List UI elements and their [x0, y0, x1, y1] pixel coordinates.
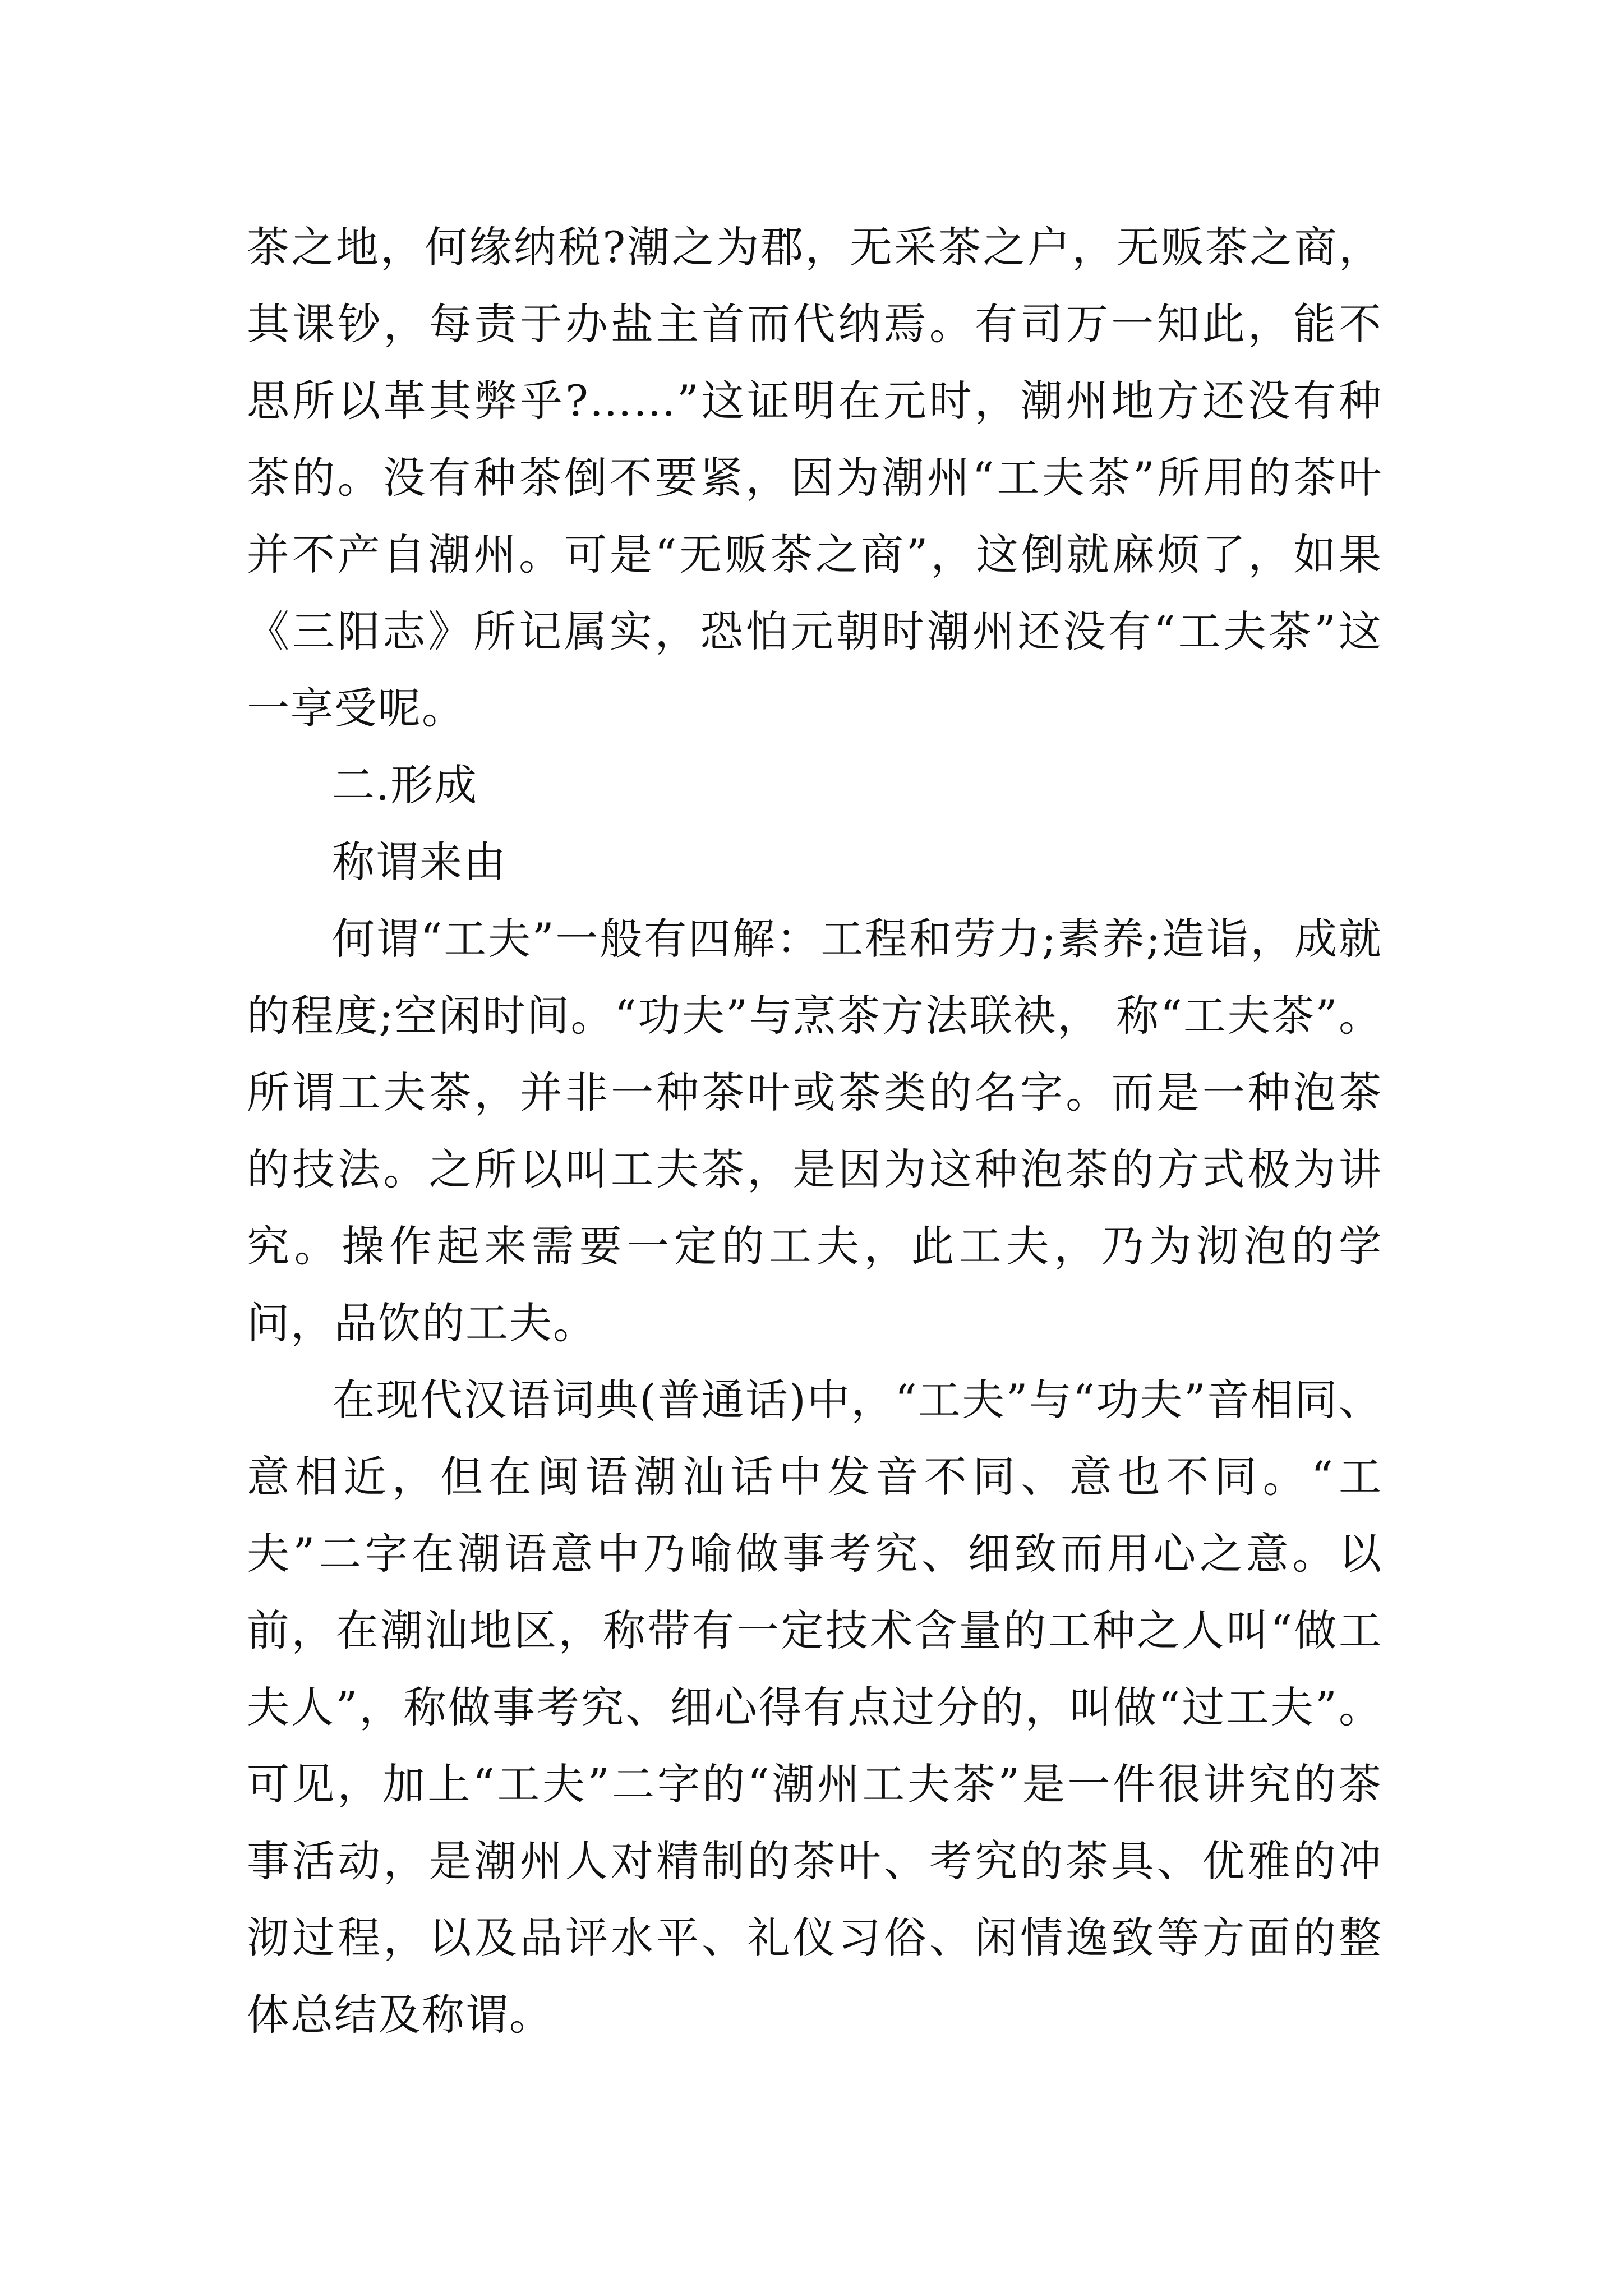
document-body [247, 209, 1382, 2053]
section-heading: 二.形成 [332, 760, 478, 810]
paragraph-body: 在现代汉语词典(普通话)中，“工夫”与“功夫”音相同、意相近，但在闽语潮汕话中发音不同、意也不同。“工夫”二字在潮语意中乃喻做事考究、细致而用心之意。以前，在潮汕地区，称带有一定技术含量的工种之人叫“做工夫人”，称做事考究、细心得有点过分的，叫做“过工夫”。可见，加上“工夫”二字的“潮州工夫茶”是一件很讲究的茶事活动，是潮州人对精制的茶叶、考究的茶具、优雅的冲沏过程，以及品评水平、礼仪习俗、闲情逸致等方面的整体总结及称谓。 [247, 1375, 1382, 2040]
paragraph-continuation: 茶之地，何缘纳税?潮之为郡，无采茶之户，无贩茶之商，其课钞，每责于办盐主首而代纳焉。有司万一知此，能不思所以革其弊乎?……”这证明在元时，潮州地方还没有种茶的。没有种茶倒不要紧，因为潮州“工夫茶”所用的茶叶并不产自潮州。可是“无贩茶之商”，这倒就麻烦了，如果《三阳志》所记属实，恐怕元朝时潮州还没有“工夫茶”这一享受呢。 [247, 222, 1382, 733]
subsection-heading: 称谓来由 [332, 837, 507, 887]
paragraph-body: 何谓“工夫”一般有四解：工程和劳力;素养;造诣，成就的程度;空闲时间。“功夫”与烹茶方法联袂， 称“工夫茶”。所谓工夫茶，并非一种茶叶或茶类的名字。而是一种泡茶的技法。之所以叫工夫茶，是因为这种泡茶的方式极为讲究。操作起来需要一定的工夫，此工夫，乃为沏泡的学问，品饮的工夫。 [247, 914, 1382, 1348]
